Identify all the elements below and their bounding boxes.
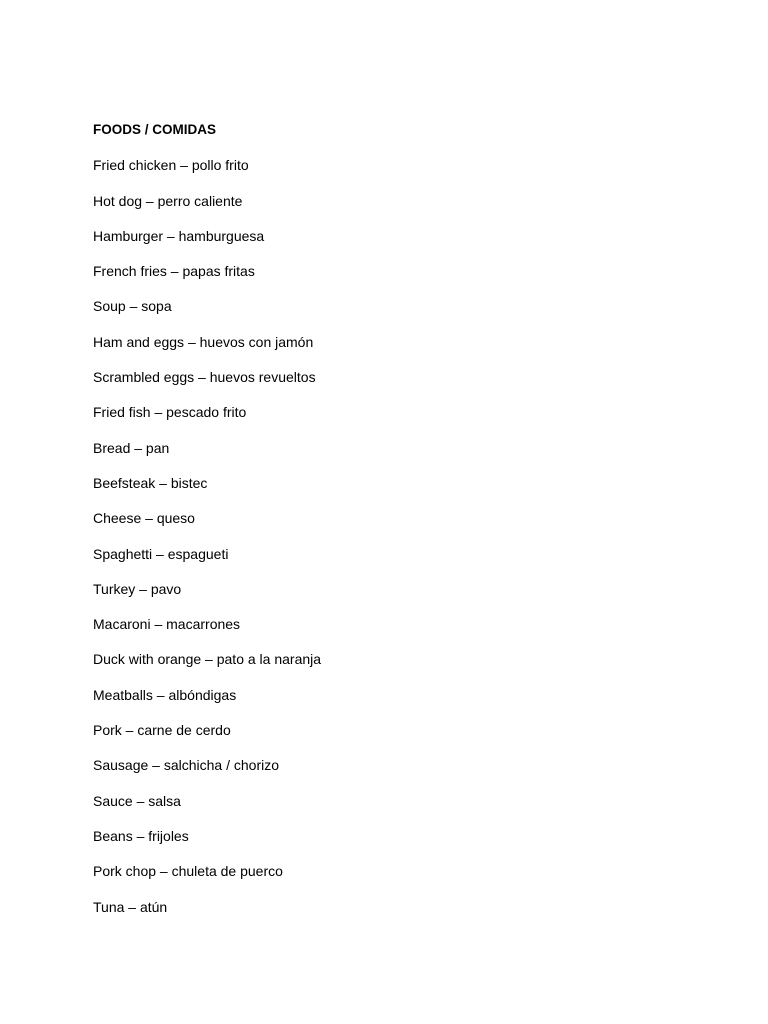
list-item: French fries – papas fritas [93, 263, 255, 280]
list-item: Spaghetti – espagueti [93, 545, 229, 562]
list-item: Pork chop – chuleta de puerco [93, 863, 283, 880]
list-item: Meatballs – albóndigas [93, 686, 237, 703]
document-content [93, 121, 321, 916]
list-item: Beefsteak – bistec [93, 474, 208, 491]
list-item: Soup – sopa [93, 298, 172, 315]
list-item: Turkey – pavo [93, 580, 182, 597]
list-item: Sausage – salchicha / chorizo [93, 757, 279, 774]
page-title: FOODS / COMIDAS [93, 122, 217, 137]
list-item: Macaroni – macarrones [93, 616, 241, 633]
vocabulary-list [93, 156, 321, 915]
list-item: Fried chicken – pollo frito [93, 157, 249, 174]
list-item: Cheese – queso [93, 510, 195, 527]
list-item: Sauce – salsa [93, 792, 181, 809]
list-item: Duck with orange – pato a la naranja [93, 651, 322, 668]
list-item: Tuna – atún [93, 898, 168, 915]
list-item: Pork – carne de cerdo [93, 722, 231, 739]
list-item: Ham and eggs – huevos con jamón [93, 333, 314, 350]
list-item: Hamburger – hamburguesa [93, 227, 265, 244]
list-item: Beans – frijoles [93, 827, 189, 844]
list-item: Scrambled eggs – huevos revueltos [93, 369, 316, 386]
list-item: Bread – pan [93, 439, 170, 456]
list-item: Fried fish – pescado frito [93, 404, 247, 421]
list-item: Hot dog – perro caliente [93, 192, 243, 209]
